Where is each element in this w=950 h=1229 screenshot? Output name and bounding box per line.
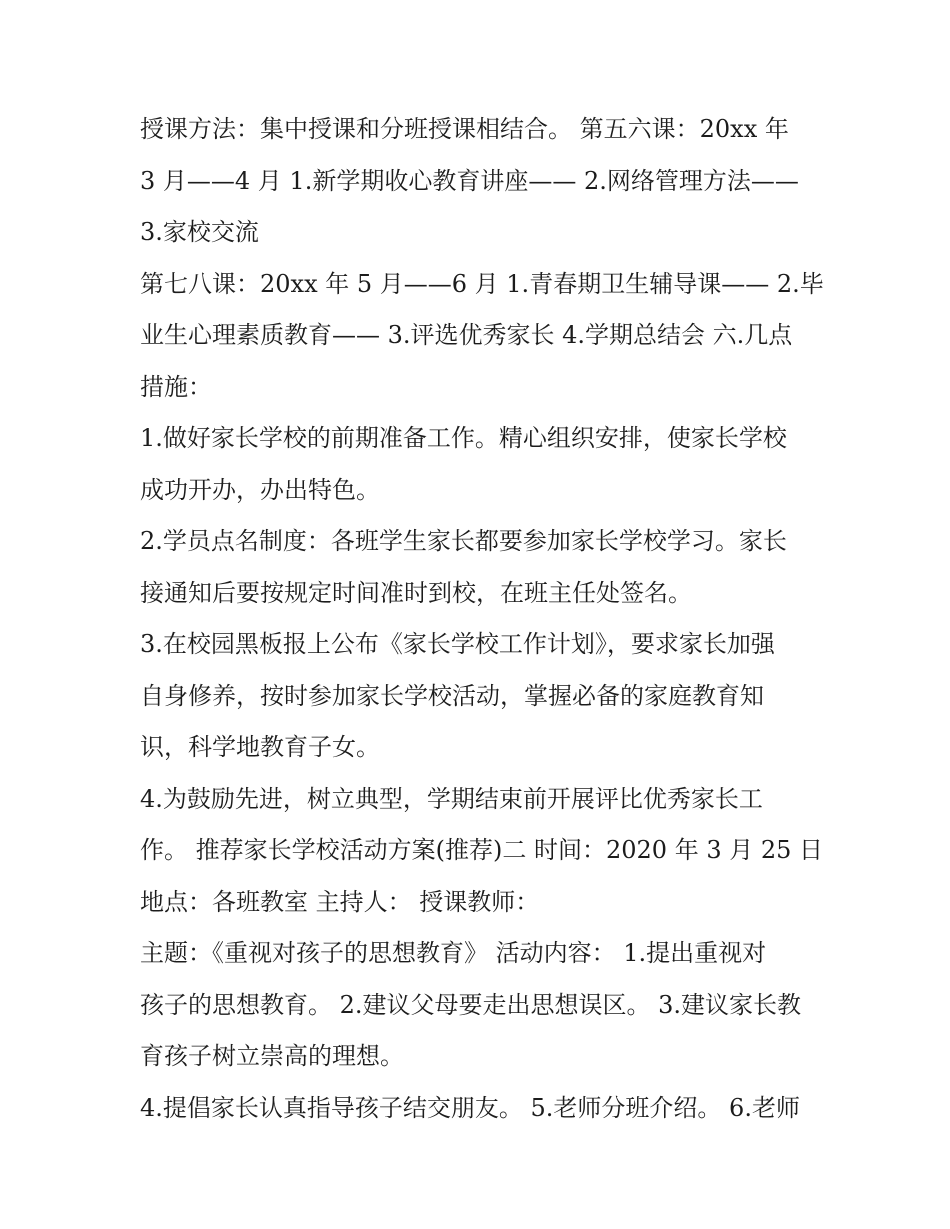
- text-line: 3.家校交流: [140, 218, 259, 246]
- text-line: 业生心理素质教育—— 3.评选优秀家长 4.学期总结会 六.几点: [140, 321, 793, 349]
- text-line: 4.提倡家长认真指导孩子结交朋友。 5.老师分班介绍。 6.老师: [140, 1093, 800, 1122]
- text-line: 3.在校园黑板报上公布《家长学校工作计划》，要求家长加强: [140, 630, 775, 658]
- text-line: 接通知后要按规定时间准时到校，在班主任处签名。: [140, 578, 692, 607]
- text-line: 成功开办，办出特色。: [140, 475, 380, 504]
- text-line: 孩子的思想教育。 2.建议父母要走出思想误区。 3.建议家长教: [140, 990, 802, 1019]
- text-line: 主题：《重视对孩子的思想教育》 活动内容： 1.提出重视对: [140, 939, 767, 967]
- text-line: 4.为鼓励先进，树立典型，学期结束前开展评比优秀家长工: [140, 784, 763, 813]
- text-line: 自身修养，按时参加家长学校活动，掌握必备的家庭教育知: [140, 681, 764, 710]
- text-line: 2.学员点名制度：各班学生家长都要参加家长学校学习。家长: [140, 527, 787, 555]
- text-line: 识，科学地教育子女。: [140, 733, 380, 761]
- text-line: 措施：: [140, 372, 212, 401]
- text-line: 第七八课：20xx 年 5 月——6 月 1.青春期卫生辅导课—— 2.毕: [140, 269, 824, 298]
- text-line: 授课方法：集中授课和分班授课相结合。 第五六课：20xx 年: [140, 115, 789, 143]
- text-line: 1.做好家长学校的前期准备工作。精心组织安排，使家长学校: [140, 424, 787, 452]
- text-line: 育孩子树立崇高的理想。: [140, 1042, 404, 1070]
- text-line: 3 月——4 月 1.新学期收心教育讲座—— 2.网络管理方法——: [140, 166, 799, 195]
- document-body: [140, 104, 824, 1134]
- text-line: 地点：各班教室 主持人： 授课教师：: [140, 887, 540, 916]
- text-line: 作。 推荐家长学校活动方案(推荐)二 时间：2020 年 3 月 25 日: [140, 836, 824, 864]
